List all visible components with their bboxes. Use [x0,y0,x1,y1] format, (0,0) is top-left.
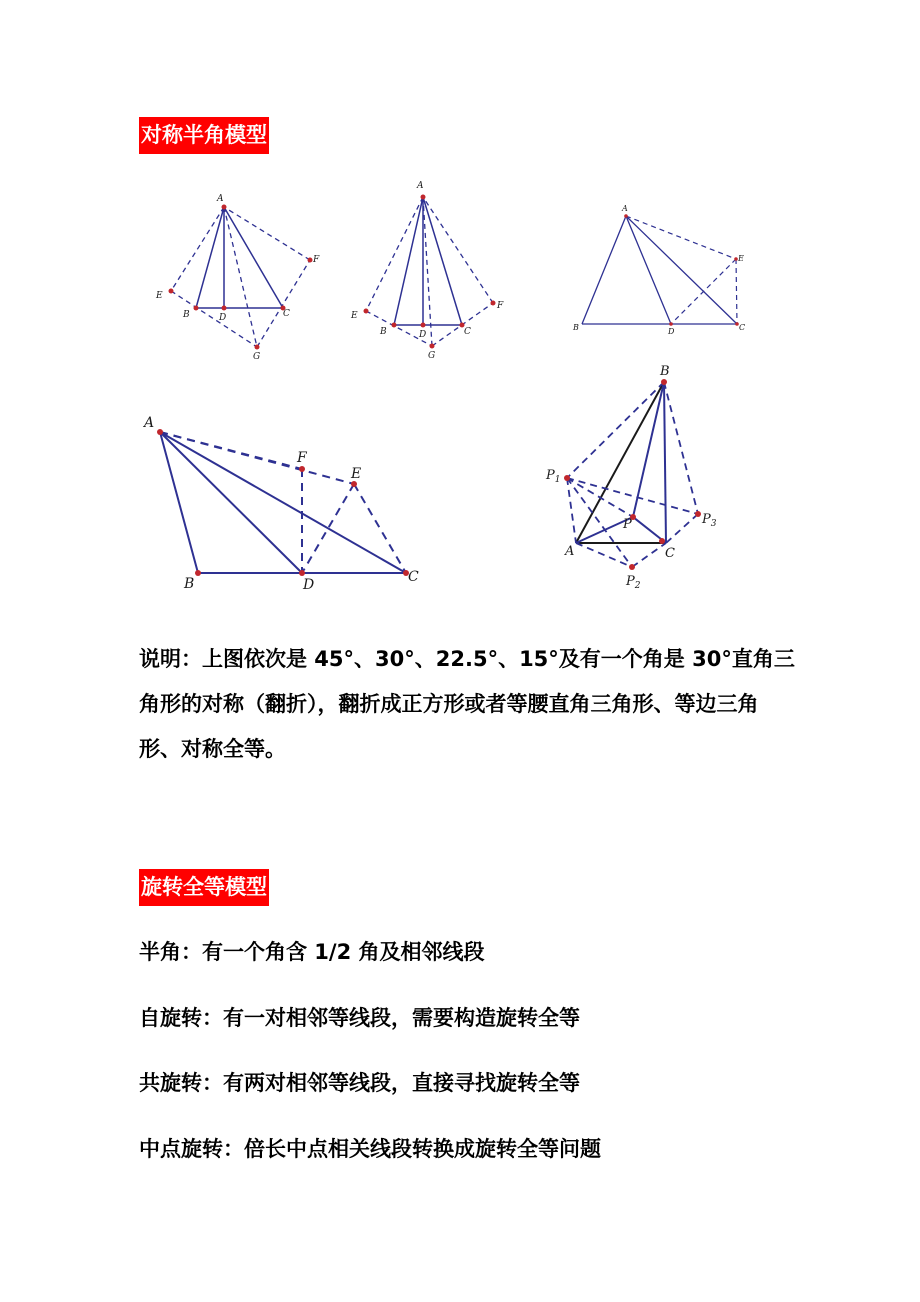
label-b: B [183,310,190,320]
label-p: P [623,517,632,532]
label-b: B [660,364,670,379]
label-a: A [417,181,424,191]
label-b: B [380,327,387,337]
label-d: D [219,313,227,323]
label-d: D [303,577,315,593]
label-c: C [739,323,746,332]
label-p3: $P_3$ [702,512,717,529]
section-title-rotation-congruence: 旋转全等模型 [139,869,269,906]
label-c: C [464,327,471,337]
figure-15-degree [140,410,430,595]
label-p2: $P_2$ [626,574,641,591]
label-e: E [351,311,358,321]
rotation-item-self-rotation: 自旋转：有一对相邻等线段，需要构造旋转全等 [139,1006,580,1030]
label-a: A [144,415,155,431]
rotation-item-midpoint-rotation: 中点旋转：倍长中点相关线段转换成旋转全等问题 [139,1137,601,1161]
label-a: A [565,544,575,559]
label-g: G [253,352,261,362]
rotation-item-half-angle: 半角：有一个角含 1/2 角及相邻线段 [139,940,485,964]
label-g: G [428,351,436,361]
label-e: E [738,254,744,263]
label-e: E [156,291,163,301]
label-c: C [408,569,419,585]
rotation-item-co-rotation: 共旋转：有两对相邻等线段，直接寻找旋转全等 [139,1071,580,1095]
label-f: F [497,301,504,311]
label-p1: $P_1$ [546,468,561,485]
label-a: A [217,194,224,204]
label-f: F [297,450,307,466]
figure-22-5-degree [565,200,760,345]
figure-45-degree [140,185,340,370]
label-e: E [351,466,362,482]
label-b: B [573,323,579,332]
label-d: D [668,327,675,336]
label-a: A [622,204,628,213]
label-c: C [283,309,290,319]
label-c: C [665,546,675,561]
section-title-symmetric-half-angle: 对称半角模型 [139,117,269,154]
figure-30-degree [340,172,530,367]
label-b: B [184,576,195,592]
figure-rotation-p-points [540,360,730,595]
label-f: F [313,255,320,265]
label-d: D [419,330,427,340]
description-paragraph: 说明：上图依次是 45°、30°、22.5°、15°及有一个角是 30°直角三角形的对称（翻折），翻折成正方形或者等腰直角三角形、等边三角形、对称全等。 [139,647,795,761]
